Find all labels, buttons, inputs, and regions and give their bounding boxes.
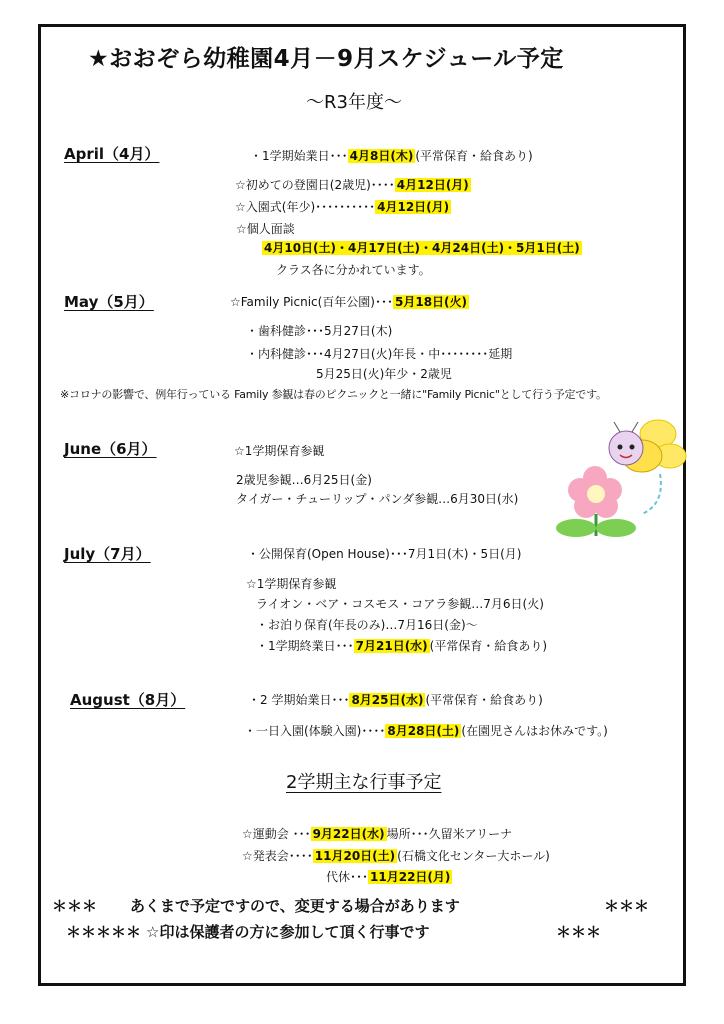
july-line-2: ☆1学期保育参観 (246, 577, 337, 591)
april-line-3: ☆入園式(年少)･･････････ 4月12日(月) (235, 200, 450, 214)
month-august: August（8月） (70, 691, 186, 709)
april-line-4: ☆個人面談 (236, 222, 295, 236)
april-line-6: クラス各に分かれています。 (276, 263, 431, 277)
month-april: April（4月） (64, 145, 160, 163)
april-line-1: ・1学期始業日･･･ 4月8日(木) (平常保育・給食あり) (250, 149, 533, 163)
april-line-5: 4月10日(土)・4月17日(土)・4月24日(土)・5月1日(土) (264, 241, 580, 255)
footer-line-2-right: ＊＊＊ (556, 923, 602, 941)
may-line-3: ・内科健診･･･4月27日(火)年長・中････････延期 (246, 347, 513, 361)
month-july: July（7月） (64, 545, 151, 563)
august-line-2: ・一日入園(体験入園)････ 8月28日(土) (在園児さんはお休みです。) (244, 724, 608, 738)
july-line-3: ライオン・ベア・コスモス・コアラ参観…7月6日(火) (256, 597, 544, 611)
footer-line-2: ☆印は保護者の方に参加して頂く行事です (146, 923, 430, 941)
month-june: June（6月） (64, 440, 157, 458)
july-line-1: ・公開保育(Open House)･･･7月1日(木)・5日(月) (247, 547, 522, 561)
may-line-4: 5月25日(火)年少・2歳児 (316, 367, 452, 381)
july-line-5: ・1学期終業日･･･ 7月21日(水) (平常保育・給食あり) (256, 639, 548, 653)
bee-icon (609, 420, 686, 472)
month-may: May（5月） (64, 293, 154, 311)
july-line-4: ・お泊り保育(年長のみ)…7月16日(金)～ (256, 618, 478, 632)
june-line-3: タイガー・チューリップ・パンダ参観…6月30日(水) (236, 492, 519, 506)
june-line-1: ☆1学期保育参観 (234, 444, 325, 458)
footer-line-1: あくまで予定ですので、変更する場合があります (130, 897, 460, 915)
page-title: ★おおぞら幼稚園4月－9月スケジュール予定 (88, 46, 564, 72)
may-line-2: ・歯科健診･･･5月27日(木) (246, 324, 393, 338)
april-line-2: ☆初めての登園日(2歳児)････ 4月12日(月) (235, 178, 469, 192)
term2-line-1: ☆運動会 ･･･ 9月22日(水) 場所･･･久留米アリーナ (242, 827, 513, 841)
flower-icon (556, 466, 636, 537)
footer-line-1-left: ＊＊＊ (52, 897, 98, 915)
footer-line-1-right: ＊＊＊ (604, 897, 650, 915)
may-note: ※コロナの影響で、例年行っている Family 参観は春のピクニックと一緒に"Family Picnic"として行う予定です。 (60, 388, 607, 401)
footer-line-2-left: ＊＊＊＊＊ (66, 923, 142, 941)
may-line-1: ☆Family Picnic(百年公園)･･･ 5月18日(火) (230, 295, 468, 309)
term2-line-3: 代休･･･ 11月22日(月) (326, 870, 451, 884)
august-line-1: ・2 学期始業日･･･ 8月25日(水) (平常保育・給食あり) (248, 693, 543, 707)
term2-heading: 2学期主な行事予定 (286, 772, 442, 793)
bee-flower-illustration (550, 414, 690, 544)
term2-line-2: ☆発表会････ 11月20日(土) (石橋文化センター大ホール) (242, 849, 550, 863)
page-subtitle: ～R3年度～ (306, 92, 402, 113)
june-line-2: 2歳児参観…6月25日(金) (236, 473, 372, 487)
